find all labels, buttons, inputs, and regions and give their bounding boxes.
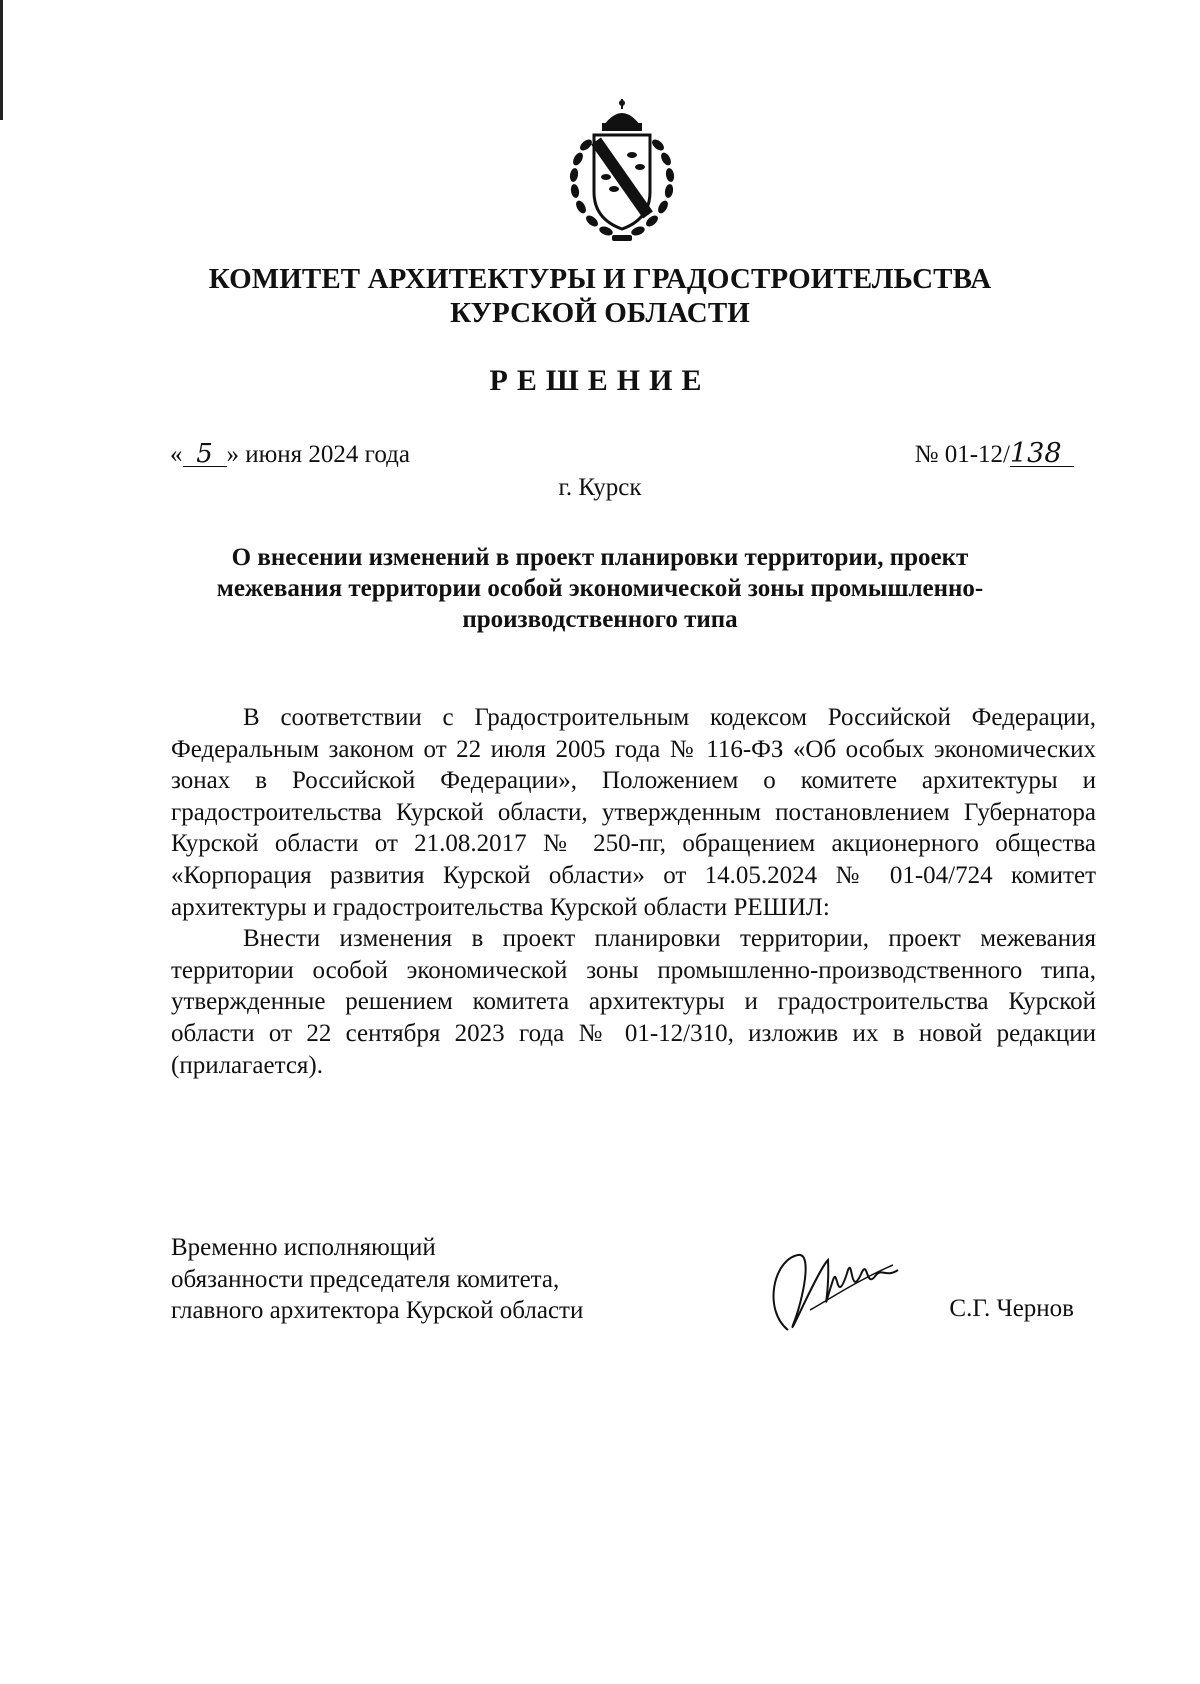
body-paragraph-2: Внести изменения в проект планировки территории, проект межевания территории особой экономической зоны промышленно-производственного типа, утвержденные решением комитета архитектуры и градостроительства Курской области от 22 сентября 2023 года № 01-12/310, изложив их в новой редакции (прилагается).	[171, 925, 1096, 1079]
document-city: г. Курск	[558, 474, 642, 501]
date-open-quote: «	[170, 441, 183, 468]
organization-name-line2: КУРСКОЙ ОБЛАСТИ	[450, 297, 750, 329]
date-rest: » июня 2024 года	[226, 441, 410, 468]
signatory-name: С.Г. Чернов	[949, 1295, 1074, 1322]
position-line2: обязанности председателя комитета,	[171, 1265, 560, 1293]
document-number	[914, 438, 1074, 469]
document-number-prefix: № 01-12/	[914, 441, 1010, 468]
handwritten-signature-icon	[758, 1240, 908, 1350]
document-number-handwritten: 138	[1010, 442, 1074, 467]
document-date	[170, 441, 410, 469]
date-day-handwritten: 5	[183, 442, 227, 467]
document-title	[190, 542, 1010, 635]
body-paragraph-1: В соответствии с Градостроительным кодексом Российской Федерации, Федеральным законом от 22 июля 2005 года № 116-ФЗ «Об особых экономических зонах в Российской Федерации», Положением о комитете архитектуры и градостроительства Курской области, утвержденным постановлением Губернатора Курской области от 21.08.2017 № 250-пг, обращением акционерного общества «Корпорация развития Курской области» от 14.05.2024 № 01-04/724 комитет архитектуры и градостроительства Курской области РЕШИЛ:	[171, 704, 1096, 921]
title-line3: производственного типа	[462, 606, 738, 633]
title-line2: межевания территории особой экономической зоны промышленно-	[216, 575, 984, 602]
scan-edge-mark	[0, 0, 3, 120]
coat-of-arms-icon	[562, 97, 682, 247]
signatory-position	[171, 1232, 583, 1327]
document-header	[0, 262, 1200, 330]
title-line1: О внесении изменений в проект планировки территории, проект	[231, 544, 969, 571]
document-type: РЕШЕНИЕ	[489, 364, 711, 397]
position-line1: Временно исполняющий	[171, 1234, 436, 1261]
position-line3: главного архитектора Курской области	[171, 1297, 584, 1324]
document-body	[171, 702, 1096, 1081]
organization-name-line1: КОМИТЕТ АРХИТЕКТУРЫ И ГРАДОСТРОИТЕЛЬСТВА	[208, 263, 992, 295]
